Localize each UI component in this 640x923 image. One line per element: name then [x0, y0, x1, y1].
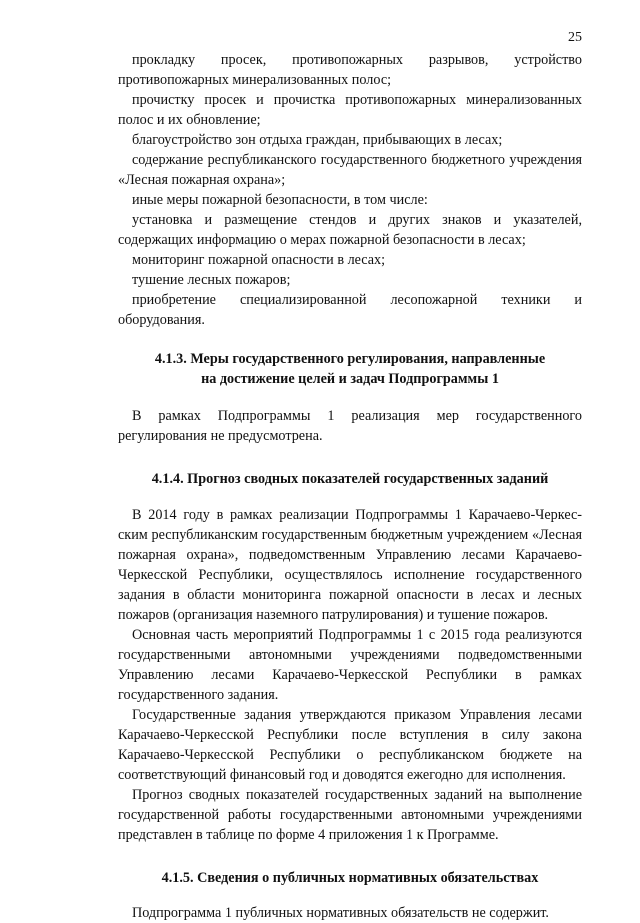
paragraph: Основная часть мероприятий Подпрограммы 1 с 2015 года реализуются государственными автономными учреждениями подведомственными Управлению лесами Карачаево-Черкесской Республики в рамках государственного задания. — [118, 627, 582, 703]
paragraph: Прогноз сводных показателей государственных заданий на выполнение государственной работы государственными автономными учреждениями представлен в таблице по форме 4 приложения 1 к Программе. — [118, 787, 582, 843]
list-item: приобретение специализированной лесопожарной техники и оборудования. — [118, 292, 582, 328]
section-heading-4-1-4: 4.1.4. Прогноз сводных показателей государственных заданий — [151, 471, 549, 487]
page-content — [118, 50, 582, 923]
section-heading-4-1-5: 4.1.5. Сведения о публичных нормативных обязательствах — [161, 870, 539, 886]
paragraph: Государственные задания утверждаются приказом Управления лесами Карачаево-Черкесской Республики после вступления в силу закона Карачаево-Черкесской Республики о республиканском бюджете на соответствующий финансовый год и доводятся ежегодно для исполнения. — [118, 707, 582, 783]
list-item: тушение лесных пожаров; — [132, 272, 291, 288]
paragraph: Подпрограмма 1 публичных нормативных обязательств не содержит. — [132, 905, 549, 921]
list-item: установка и размещение стендов и других знаков и указателей, содержащих информацию о мерах пожарной безопасности в лесах; — [118, 212, 582, 248]
section-heading-line: 4.1.3. Меры государственного регулирования, направленные — [154, 351, 546, 367]
list-item: прочистку просек и прочистка противопожарных минерализованных полос и их обновление; — [118, 92, 582, 128]
paragraph: В 2014 году в рамках реализации Подпрограммы 1 Карачаево-Черкес-ским республиканским государственным бюджетным учреждением «Лесная пожарная охрана», подведомственным Управлению лесами Карачаево-Черкесской Республики, осуществлялось исполнение государственного задания в области мониторинга пожарной опасности в лесах и лесных пожаров (организация наземного патрулирования) и тушение пожаров. — [118, 507, 582, 623]
list-item: содержание республиканского государственного бюджетного учреждения «Лесная пожарная охрана»; — [118, 152, 582, 188]
section-heading-4-1-3 — [118, 349, 582, 389]
list-item: иные меры пожарной безопасности, в том числе: — [132, 192, 428, 208]
list-item: прокладку просек, противопожарных разрывов, устройство противопожарных минерализованных полос; — [118, 52, 582, 88]
section-heading-line: на достижение целей и задач Подпрограммы 1 — [201, 371, 499, 387]
page-number: 25 — [568, 30, 582, 45]
list-item: мониторинг пожарной опасности в лесах; — [132, 252, 386, 268]
list-item: благоустройство зон отдыха граждан, прибывающих в лесах; — [132, 132, 503, 148]
paragraph: В рамках Подпрограммы 1 реализация мер государственного регулирования не предусмотрена. — [118, 408, 582, 444]
